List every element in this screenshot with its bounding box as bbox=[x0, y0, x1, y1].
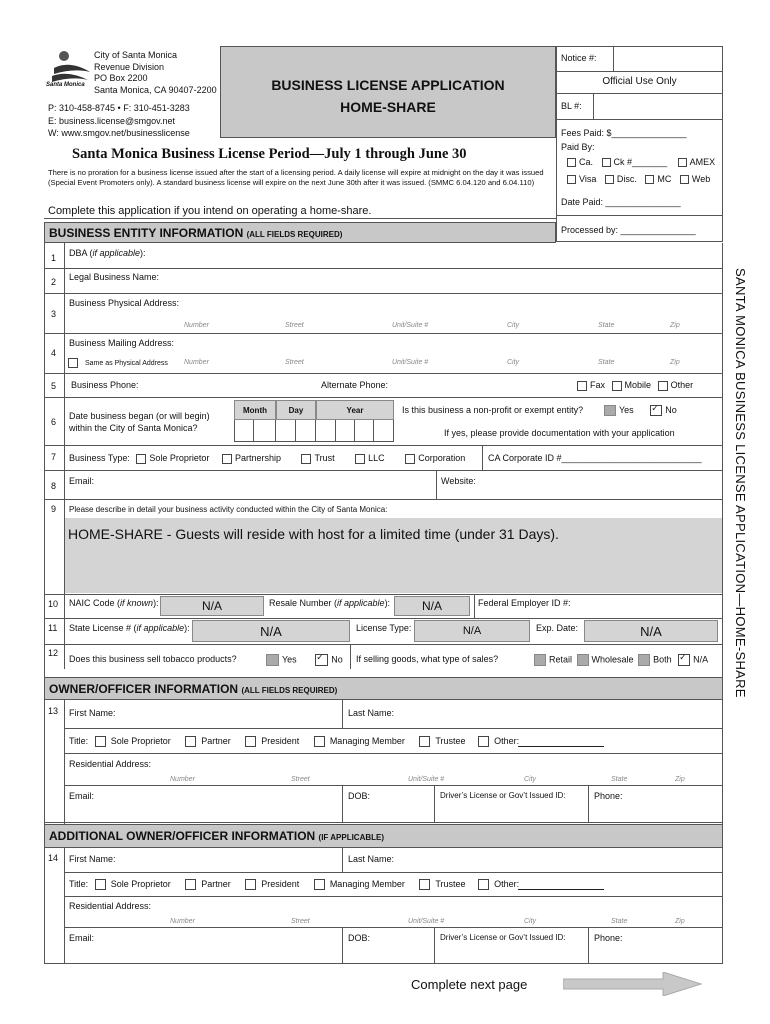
owner-first-name-input[interactable] bbox=[120, 704, 340, 724]
pay-amex-label: AMEX bbox=[689, 157, 716, 167]
row-number-7: 7 bbox=[51, 452, 57, 462]
row-number-9: 9 bbox=[51, 504, 57, 514]
bl-label: BL #: bbox=[561, 101, 582, 111]
city-logo bbox=[46, 46, 94, 92]
add-owner-title-row bbox=[69, 879, 519, 890]
other-phone-label: Other bbox=[670, 380, 694, 390]
year-header: Year bbox=[316, 400, 394, 420]
official-use-box bbox=[556, 46, 723, 242]
row-number-6: 6 bbox=[51, 417, 57, 427]
business-type-row bbox=[69, 453, 465, 464]
mobile-checkbox[interactable] bbox=[612, 381, 622, 391]
tobacco-yes-checkbox[interactable] bbox=[266, 654, 279, 666]
add-owner-president-checkbox[interactable] bbox=[245, 879, 256, 890]
section3-title: ADDITIONAL OWNER/OFFICER INFORMATION bbox=[49, 829, 316, 843]
sole-proprietor-checkbox[interactable] bbox=[136, 454, 146, 464]
same-as-physical-checkbox[interactable] bbox=[68, 358, 78, 368]
owner-president-label: President bbox=[261, 736, 300, 746]
phone-type-options bbox=[577, 380, 693, 391]
tobacco-no-label: No bbox=[331, 654, 343, 665]
partnership-label: Partnership bbox=[234, 453, 281, 463]
llc-label: LLC bbox=[368, 453, 385, 463]
section1-sub: (ALL FIELDS REQUIRED) bbox=[246, 230, 343, 239]
date-began-grid bbox=[234, 400, 394, 442]
ca-corporate-id[interactable]: CA Corporate ID #____________________________ bbox=[488, 453, 702, 463]
day-header: Day bbox=[276, 400, 316, 420]
retail-label: Retail bbox=[549, 654, 573, 665]
pay-web-checkbox[interactable] bbox=[680, 175, 689, 184]
partnership-checkbox[interactable] bbox=[222, 454, 232, 464]
tobacco-options bbox=[266, 654, 343, 666]
add-owner-dl-label: Driver’s License or Gov’t Issued ID: bbox=[440, 933, 566, 942]
owner-residential-input[interactable] bbox=[160, 757, 716, 775]
paid-by: Paid By: bbox=[561, 142, 595, 152]
license-type-input[interactable]: N/A bbox=[414, 620, 530, 642]
owner-president-checkbox[interactable] bbox=[245, 736, 256, 747]
pay-mc-label: MC bbox=[657, 174, 672, 184]
physical-address-hints: Number Street Unit/Suite # City State Zip bbox=[184, 322, 680, 329]
activity-value: HOME-SHARE - Guests will reside with host for a limited time (under 31 Days). bbox=[68, 526, 559, 542]
nonprofit-no-checkbox[interactable] bbox=[650, 405, 662, 416]
day-digit-2[interactable] bbox=[296, 420, 316, 442]
next-page-label: Complete next page bbox=[411, 977, 528, 992]
owner-last-name-input[interactable] bbox=[398, 704, 716, 724]
resale-label: Resale Number (if applicable): bbox=[269, 598, 391, 608]
wholesale-label: Wholesale bbox=[591, 654, 634, 665]
fax-label: Fax bbox=[590, 380, 606, 390]
fed-employer-input[interactable] bbox=[574, 596, 716, 616]
same-as-physical[interactable] bbox=[68, 358, 168, 368]
processed-by: Processed by: _______________ bbox=[561, 225, 696, 235]
nonprofit-yes-checkbox[interactable] bbox=[604, 405, 616, 416]
add-owner-other-input[interactable] bbox=[518, 889, 604, 890]
pay-ca-label: Ca. bbox=[579, 157, 594, 167]
pay-row-1 bbox=[567, 157, 715, 167]
row-number-5: 5 bbox=[51, 381, 57, 391]
row-number-10: 10 bbox=[48, 599, 59, 609]
email-label: Email: bbox=[69, 476, 95, 486]
city-line-1: City of Santa Monica bbox=[94, 50, 178, 60]
nonprofit-label: Is this business a non-profit or exempt entity? bbox=[402, 405, 584, 415]
license-type-label: License Type: bbox=[356, 623, 412, 633]
owner-title-label: Title: bbox=[69, 736, 89, 746]
other-phone-checkbox[interactable] bbox=[658, 381, 668, 391]
title-box bbox=[220, 46, 556, 138]
na-sales-label: N/A bbox=[693, 654, 709, 665]
na-sales-checkbox[interactable] bbox=[678, 654, 690, 666]
tobacco-no-checkbox[interactable] bbox=[315, 654, 328, 666]
business-phone-label: Business Phone: bbox=[71, 380, 139, 390]
owner-trustee-label: Trustee bbox=[435, 736, 466, 746]
owner-sole-checkbox[interactable] bbox=[95, 736, 106, 747]
add-owner-partner-checkbox[interactable] bbox=[185, 879, 196, 890]
row-number-8: 8 bbox=[51, 481, 57, 491]
dba-label: DBA (if applicable): bbox=[69, 248, 146, 258]
pay-disc-label: Disc. bbox=[616, 174, 637, 184]
pay-mc-checkbox[interactable] bbox=[645, 175, 654, 184]
add-owner-residential-input[interactable] bbox=[160, 899, 716, 917]
add-owner-address-hints: Number Street Unit/Suite # City State Zip bbox=[170, 918, 685, 925]
both-checkbox[interactable] bbox=[638, 654, 650, 666]
owner-phone-input[interactable] bbox=[590, 803, 720, 820]
owner-partner-checkbox[interactable] bbox=[185, 736, 196, 747]
website-label: Website: bbox=[441, 476, 476, 486]
row-number-13: 13 bbox=[48, 706, 59, 716]
add-owner-first-name-input[interactable] bbox=[120, 850, 340, 870]
add-owner-sole-checkbox[interactable] bbox=[95, 879, 106, 890]
additional-owner-section-header bbox=[44, 824, 723, 848]
add-owner-trustee-label: Trustee bbox=[435, 879, 466, 889]
add-owner-sole-label: Sole Proprietor bbox=[110, 879, 171, 889]
add-owner-other-label: Other: bbox=[494, 879, 520, 889]
section2-title: OWNER/OFFICER INFORMATION bbox=[49, 682, 239, 696]
add-owner-last-name-input[interactable] bbox=[398, 850, 716, 870]
period-note: There is no proration for a business license issued after the start of a licensing period. A daily license will expire at midnight on the day it was issued (Special Event Promoters only). A standard business license will expire on the next June 30th after it was issued. (SMMC 6.04.120 and 6.04.110) bbox=[48, 168, 544, 187]
mailing-address-label: Business Mailing Address: bbox=[69, 338, 175, 348]
exp-date-input[interactable]: N/A bbox=[584, 620, 718, 642]
owner-other-label: Other: bbox=[494, 736, 520, 746]
owner-dob-input[interactable] bbox=[344, 803, 432, 820]
fees-paid: Fees Paid: $_______________ bbox=[561, 128, 687, 138]
state-license-input[interactable]: N/A bbox=[192, 620, 350, 642]
section3-sub: (IF APPLICABLE) bbox=[318, 833, 385, 842]
month-header: Month bbox=[234, 400, 276, 420]
corporation-checkbox[interactable] bbox=[405, 454, 415, 464]
add-owner-partner-label: Partner bbox=[201, 879, 231, 889]
fax-checkbox[interactable] bbox=[577, 381, 587, 391]
home-share-instruction: Complete this application if you intend on operating a home-share. bbox=[48, 205, 372, 217]
add-owner-phone-label: Phone: bbox=[594, 933, 623, 943]
pay-web-label: Web bbox=[691, 174, 711, 184]
add-owner-first-name-label: First Name: bbox=[69, 854, 116, 864]
email-input[interactable] bbox=[100, 473, 430, 495]
business-type-label: Business Type: bbox=[69, 453, 130, 463]
activity-label: Please describe in detail your business activity conducted within the City of Santa Monica: bbox=[69, 505, 388, 514]
pay-amex-checkbox[interactable] bbox=[678, 158, 687, 167]
add-owner-title-label: Title: bbox=[69, 879, 89, 889]
owner-sole-label: Sole Proprietor bbox=[110, 736, 171, 746]
llc-checkbox[interactable] bbox=[355, 454, 365, 464]
pay-row-2 bbox=[567, 174, 710, 184]
add-owner-last-name-label: Last Name: bbox=[348, 854, 395, 864]
pay-ck-checkbox[interactable] bbox=[602, 158, 611, 167]
sales-type-label: If selling goods, what type of sales? bbox=[356, 654, 499, 664]
date-began-label: Date business began (or will begin) within the City of Santa Monica? bbox=[69, 411, 210, 433]
year-digit-2[interactable] bbox=[336, 420, 355, 442]
business-entity-section-header bbox=[44, 222, 556, 243]
add-owner-dob-label: DOB: bbox=[348, 933, 371, 943]
website-input[interactable] bbox=[480, 473, 716, 495]
side-title: SANTA MONICA BUSINESS LICENSE APPLICATION—HOME-SHARE bbox=[733, 268, 748, 698]
sole-proprietor-label: Sole Proprietor bbox=[149, 453, 210, 463]
owner-dob-label: DOB: bbox=[348, 791, 371, 801]
notice-label: Notice #: bbox=[561, 53, 597, 63]
add-owner-phone-input[interactable] bbox=[590, 945, 720, 962]
city-line-2: Revenue Division bbox=[94, 61, 165, 72]
add-owner-trustee-checkbox[interactable] bbox=[419, 879, 430, 890]
add-owner-dl-input[interactable] bbox=[436, 945, 586, 962]
phone-fax: P: 310-458-8745 • F: 310-451-3283 bbox=[48, 103, 190, 113]
resale-input[interactable]: N/A bbox=[394, 596, 470, 616]
add-owner-managing-label: Managing Member bbox=[329, 879, 405, 889]
owner-first-name-label: First Name: bbox=[69, 708, 116, 718]
add-owner-residential-label: Residential Address: bbox=[69, 901, 152, 911]
owner-email-input[interactable] bbox=[66, 803, 340, 820]
row-number-12: 12 bbox=[48, 648, 59, 658]
city-address bbox=[94, 50, 217, 96]
mobile-label: Mobile bbox=[624, 380, 652, 390]
owner-other-input[interactable] bbox=[518, 746, 604, 747]
both-label: Both bbox=[653, 654, 672, 665]
official-use-label: Official Use Only bbox=[602, 76, 677, 87]
row-number-2: 2 bbox=[51, 277, 57, 287]
fed-employer-label: Federal Employer ID #: bbox=[478, 598, 571, 608]
owner-residential-label: Residential Address: bbox=[69, 759, 152, 769]
section1-title: BUSINESS ENTITY INFORMATION bbox=[49, 226, 244, 240]
nonprofit-yes-label: Yes bbox=[619, 405, 634, 415]
dba-input[interactable] bbox=[160, 246, 716, 266]
section2-sub: (ALL FIELDS REQUIRED) bbox=[241, 686, 338, 695]
city-line-3: PO Box 2200 bbox=[94, 73, 148, 83]
owner-other-checkbox[interactable] bbox=[478, 736, 489, 747]
form-subtitle: HOME-SHARE bbox=[340, 99, 436, 115]
legal-name-label: Legal Business Name: bbox=[69, 272, 160, 282]
sales-type-options bbox=[534, 654, 708, 666]
day-digit-1[interactable] bbox=[276, 420, 296, 442]
pay-ck-label: Ck #_______ bbox=[613, 157, 668, 167]
tobacco-label: Does this business sell tobacco products? bbox=[69, 654, 237, 664]
corporation-label: Corporation bbox=[418, 453, 466, 463]
state-license-label: State License # (if applicable): bbox=[69, 623, 190, 633]
owner-partner-label: Partner bbox=[201, 736, 231, 746]
add-owner-dob-input[interactable] bbox=[344, 945, 432, 962]
owner-managing-checkbox[interactable] bbox=[314, 736, 325, 747]
year-digit-4[interactable] bbox=[374, 420, 394, 442]
trust-label: Trust bbox=[314, 453, 335, 463]
tobacco-yes-label: Yes bbox=[282, 654, 297, 665]
contact-web: W: www.smgov.net/businesslicense bbox=[48, 128, 190, 138]
year-digit-1[interactable] bbox=[316, 420, 336, 442]
logo-text: Santa Monica bbox=[46, 82, 85, 88]
contact-info bbox=[48, 102, 190, 140]
owner-dl-label: Driver’s License or Gov’t Issued ID: bbox=[440, 791, 566, 800]
mailing-address-hints: Number Street Unit/Suite # City State Zip bbox=[184, 359, 680, 366]
row-number-1: 1 bbox=[51, 253, 57, 263]
mailing-address-input[interactable] bbox=[180, 336, 716, 356]
row-number-4: 4 bbox=[51, 348, 57, 358]
owner-last-name-label: Last Name: bbox=[348, 708, 395, 718]
owner-phone-label: Phone: bbox=[594, 791, 623, 801]
alternate-phone-label: Alternate Phone: bbox=[321, 380, 389, 390]
owner-title-row bbox=[69, 736, 519, 747]
retail-checkbox[interactable] bbox=[534, 654, 546, 666]
pay-visa-checkbox[interactable] bbox=[567, 175, 576, 184]
trust-checkbox[interactable] bbox=[301, 454, 311, 464]
arrow-right-icon[interactable] bbox=[563, 972, 703, 996]
exp-date-label: Exp. Date: bbox=[536, 623, 579, 633]
physical-address-label: Business Physical Address: bbox=[69, 298, 180, 308]
month-digit-2[interactable] bbox=[254, 420, 276, 442]
pay-ca-checkbox[interactable] bbox=[567, 158, 576, 167]
year-digit-3[interactable] bbox=[355, 420, 374, 442]
business-phone-input[interactable] bbox=[140, 377, 310, 395]
add-owner-other-checkbox[interactable] bbox=[478, 879, 489, 890]
owner-email-label: Email: bbox=[69, 791, 95, 801]
row-number-14: 14 bbox=[48, 853, 59, 863]
city-line-4: Santa Monica, CA 90407-2200 bbox=[94, 84, 217, 95]
owner-address-hints: Number Street Unit/Suite # City State Zip bbox=[170, 776, 685, 783]
date-paid: Date Paid: _______________ bbox=[561, 197, 681, 207]
owner-managing-label: Managing Member bbox=[329, 736, 405, 746]
same-as-physical-label: Same as Physical Address bbox=[85, 359, 168, 367]
add-owner-managing-checkbox[interactable] bbox=[314, 879, 325, 890]
owner-dl-input[interactable] bbox=[436, 803, 586, 820]
legal-name-input[interactable] bbox=[160, 270, 716, 290]
nonprofit-options bbox=[604, 405, 677, 416]
add-owner-email-input[interactable] bbox=[66, 945, 340, 962]
pay-visa-label: Visa bbox=[579, 174, 597, 184]
contact-email: E: business.license@smgov.net bbox=[48, 115, 176, 126]
alternate-phone-input[interactable] bbox=[395, 377, 565, 395]
naic-label: NAIC Code (if known): bbox=[69, 598, 159, 608]
row-number-11: 11 bbox=[48, 623, 58, 633]
month-digit-1[interactable] bbox=[234, 420, 254, 442]
form-title: BUSINESS LICENSE APPLICATION bbox=[271, 77, 505, 93]
pay-disc-checkbox[interactable] bbox=[605, 175, 614, 184]
owner-trustee-checkbox[interactable] bbox=[419, 736, 430, 747]
add-owner-email-label: Email: bbox=[69, 933, 95, 943]
naic-input[interactable]: N/A bbox=[160, 596, 264, 616]
period-title: Santa Monica Business License Period—July 1 through June 30 bbox=[72, 146, 467, 162]
nonprofit-no-label: No bbox=[665, 405, 677, 415]
add-owner-president-label: President bbox=[261, 879, 300, 889]
owner-section-header bbox=[44, 677, 723, 700]
row-number-3: 3 bbox=[51, 309, 57, 319]
wholesale-checkbox[interactable] bbox=[577, 654, 589, 666]
nonprofit-doc-note: If yes, please provide documentation with your application bbox=[444, 428, 675, 438]
physical-address-input[interactable] bbox=[180, 296, 716, 318]
